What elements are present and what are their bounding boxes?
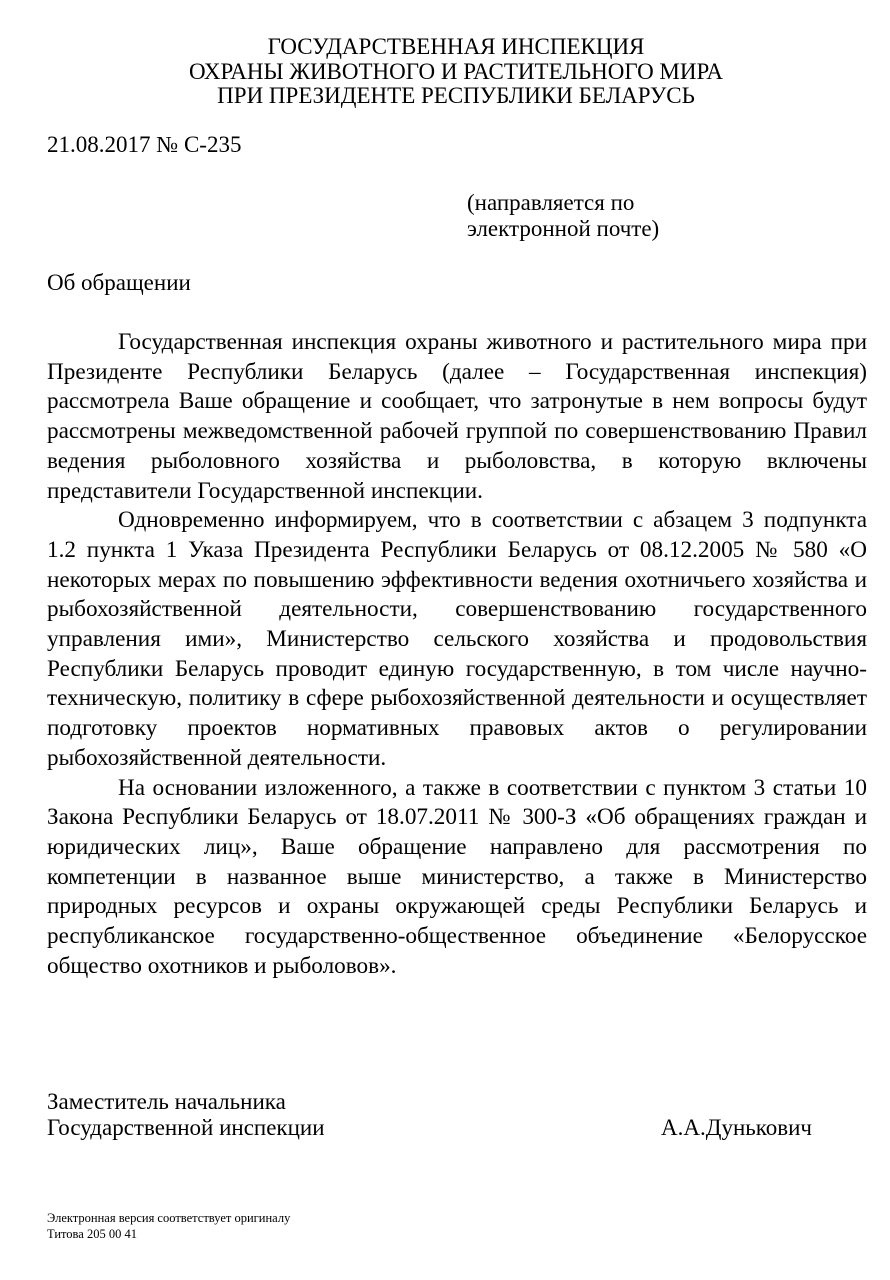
delivery-note — [467, 190, 659, 242]
subject-line: Об обращении — [47, 270, 191, 295]
signatory-title-line-1: Заместитель начальника — [47, 1089, 286, 1114]
document-reference: 21.08.2017 № С-235 — [47, 132, 242, 157]
letterhead-line-3: ПРИ ПРЕЗИДЕНТЕ РЕСПУБЛИКИ БЕЛАРУСЬ — [217, 83, 695, 108]
footer-line-1: Электронная версия соответствует оригиналу — [47, 1211, 291, 1225]
body-paragraph-2: Одновременно информируем, что в соответствии с абзацем 3 подпункта 1.2 пункта 1 Указа Президента Республики Беларусь от 08.12.2005 № 580 «О некоторых мерах по повышению эффективности ведения охотничьего хозяйства и рыбохозяйственной деятельности, совершенствованию государственного управления ими», Министерство сельского хозяйства и продовольствия Республики Беларусь проводит единую государственную, в том числе научно-техническую, политику в сфере рыбохозяйственной деятельности и осуществляет подготовку проектов нормативных правовых актов о регулировании рыбохозяйственной деятельности. — [47, 507, 867, 771]
letter-body — [47, 328, 867, 981]
footer-line-2: Титова 205 00 41 — [47, 1227, 137, 1241]
letterhead-line-2: ОХРАНЫ ЖИВОТНОГО И РАСТИТЕЛЬНОГО МИРА — [189, 58, 723, 84]
letterhead-line-1: ГОСУДАРСТВЕННАЯ ИНСПЕКЦИЯ — [267, 34, 645, 59]
body-paragraph-3: На основании изложенного, а также в соответствии с пунктом 3 статьи 10 Закона Республики Беларусь от 18.07.2011 № 300-З «Об обращениях граждан и юридических лиц», Ваше обращение направлено для рассмотрения по компетенции в названное выше министерство, а также в Министерство природных ресурсов и охраны окружающей среды Республики Беларусь и республиканское государственно-общественное объединение «Белорусское общество охотников и рыболовов». — [47, 774, 867, 979]
delivery-note-line-2: электронной почте) — [467, 216, 660, 241]
signatory-name: А.А.Дунькович — [661, 1115, 812, 1140]
letterhead — [0, 35, 890, 109]
delivery-note-line-1: (направляется по — [467, 190, 635, 215]
signatory-title-line-2: Государственной инспекции — [47, 1115, 325, 1140]
signature-block — [47, 1089, 812, 1141]
body-paragraph-1: Государственная инспекция охраны животного и растительного мира при Президенте Республики Беларусь (далее – Государственная инспекция) рассмотрела Ваше обращение и сообщает, что затронутые в нем вопросы будут рассмотрены межведомственной рабочей группой по совершенствованию Правил ведения рыболовного хозяйства и рыболовства, в которую включены представители Государственной инспекции. — [47, 329, 867, 504]
footer-note — [47, 1210, 290, 1242]
